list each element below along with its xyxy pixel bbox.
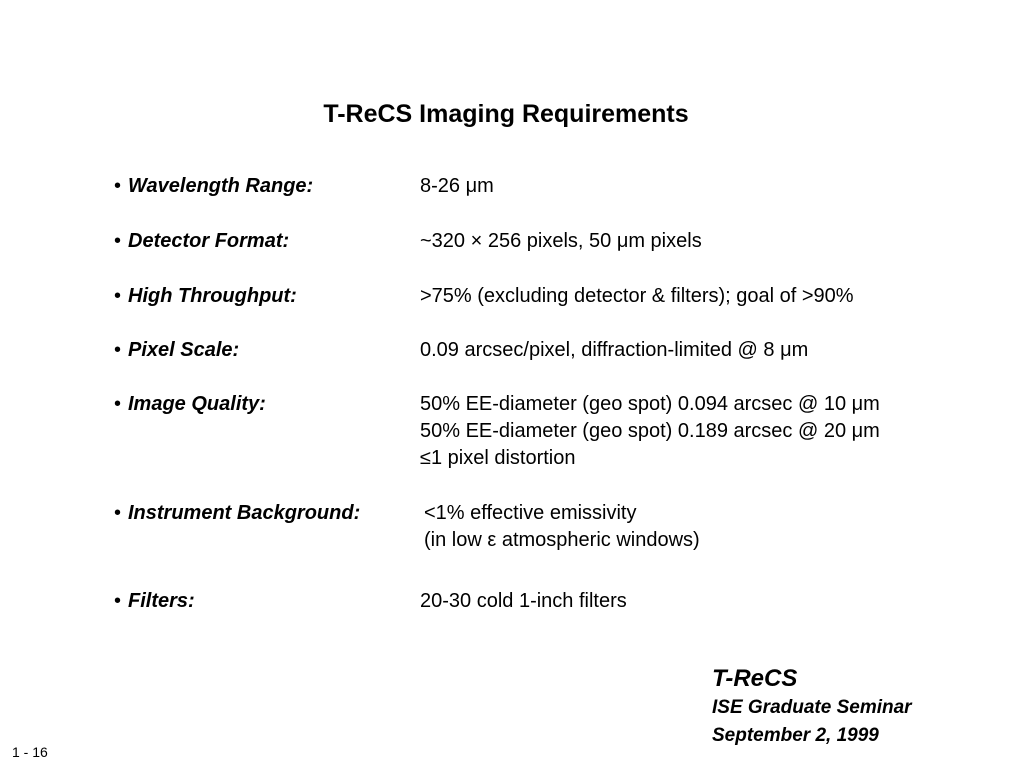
value-line: 20-30 cold 1-inch filters [420, 590, 627, 612]
footer-project: T-ReCS [712, 665, 798, 692]
value-line: (in low ε atmospheric windows) [424, 529, 700, 551]
slide-footer [712, 664, 912, 750]
value-line: >75% (excluding detector & filters); goal of >90% [420, 285, 854, 307]
value-line: 0.09 arcsec/pixel, diffraction-limited @ 8 μm [420, 339, 809, 361]
requirement-label: Pixel Scale: [128, 339, 240, 361]
requirement-label: Filters: [128, 590, 195, 612]
requirement-value [424, 500, 700, 554]
requirement-value [420, 173, 494, 200]
bullet: • [114, 393, 122, 415]
value-line: ≤1 pixel distortion [420, 447, 576, 469]
bullet: • [114, 502, 122, 524]
requirement-value [420, 283, 854, 310]
bullet: • [114, 590, 122, 612]
requirement-value [420, 228, 702, 255]
value-line: 50% EE-diameter (geo spot) 0.189 arcsec @ 20 μm [420, 420, 880, 442]
requirement-label: Wavelength Range: [128, 175, 314, 197]
value-line: 50% EE-diameter (geo spot) 0.094 arcsec @ 10 μm [420, 393, 880, 415]
requirement-label: Image Quality: [128, 393, 266, 415]
bullet: • [114, 230, 122, 252]
footer-event: ISE Graduate Seminar [712, 697, 912, 718]
slide-title: T-ReCS Imaging Requirements [323, 100, 689, 128]
bullet: • [114, 285, 122, 307]
requirement-value [420, 337, 808, 364]
page-number: 1 - 16 [12, 744, 48, 760]
value-line: ~320 × 256 pixels, 50 μm pixels [420, 230, 702, 252]
footer-date: September 2, 1999 [712, 725, 879, 746]
requirement-label: Instrument Background: [128, 502, 361, 524]
value-line: <1% effective emissivity [424, 502, 637, 524]
requirement-label: Detector Format: [128, 230, 290, 252]
bullet: • [114, 339, 122, 361]
requirement-value [420, 391, 880, 472]
requirement-value [420, 588, 627, 615]
requirement-label: High Throughput: [128, 285, 297, 307]
value-line: 8-26 μm [420, 175, 494, 197]
bullet: • [114, 175, 122, 197]
